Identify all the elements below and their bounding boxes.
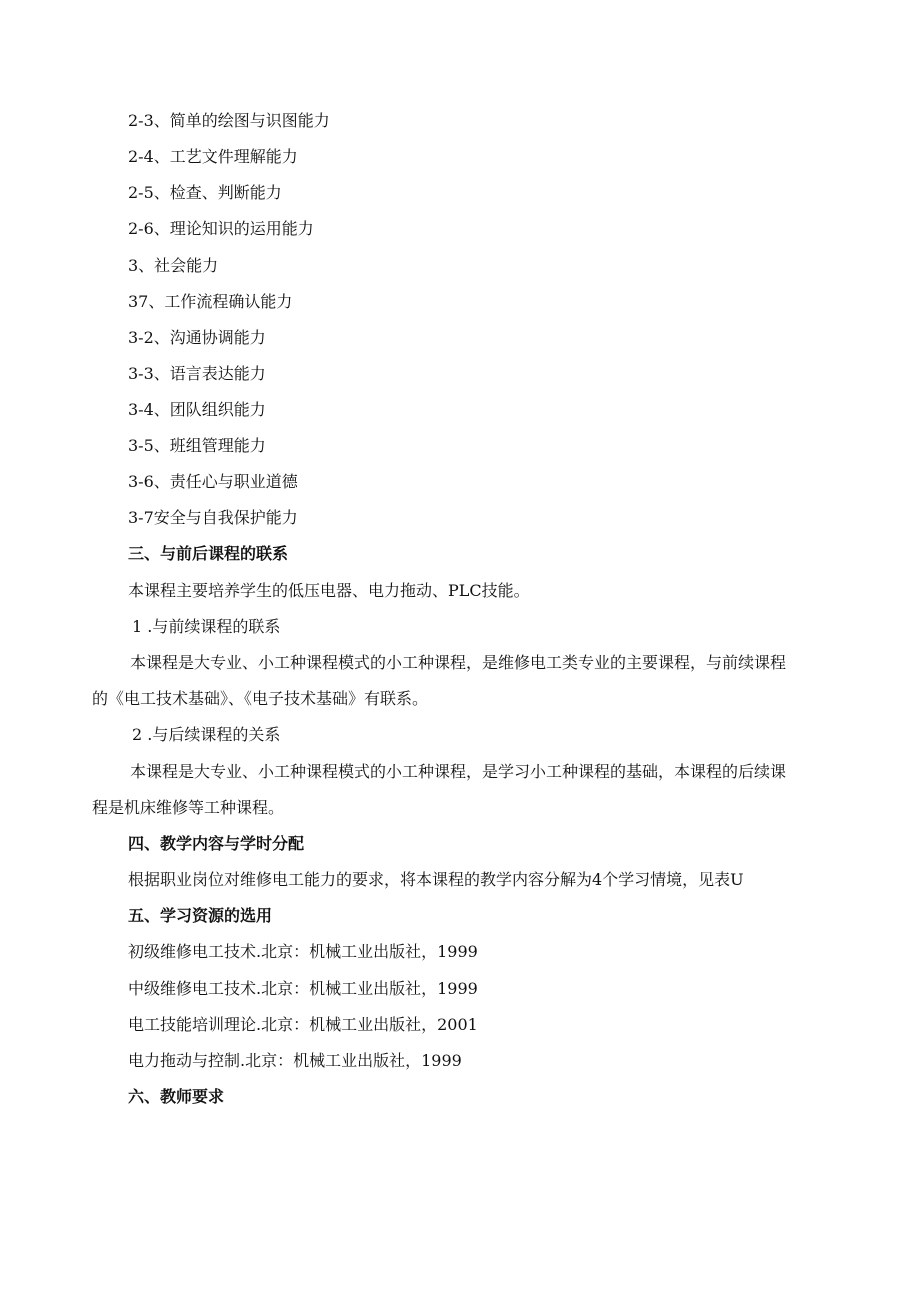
list-item: 3-7安全与自我保护能力 xyxy=(128,508,298,527)
list-item: 2-4、工艺文件理解能力 xyxy=(128,147,298,166)
subheading: 1 .与前续课程的联系 xyxy=(132,617,281,636)
section-heading: 四、教学内容与学时分配 xyxy=(128,834,305,853)
list-item: 电力拖动与控制.北京：机械工业出版社，1999 xyxy=(128,1051,462,1070)
section-heading: 五、学习资源的选用 xyxy=(128,906,273,925)
list-item: 2-5、检查、判断能力 xyxy=(128,183,282,202)
list-item: 3-5、班组管理能力 xyxy=(128,436,266,455)
list-item: 3-4、团队组织能力 xyxy=(128,400,266,419)
paragraph: 的《电工技术基础》、《电子技术基础》有联系。 xyxy=(92,689,429,708)
paragraph: 本课程主要培养学生的低压电器、电力拖动、PLC技能。 xyxy=(128,581,530,600)
list-item: 3、社会能力 xyxy=(128,256,219,275)
list-item: 2-6、理论知识的运用能力 xyxy=(128,219,314,238)
subheading: 2 .与后续课程的关系 xyxy=(132,725,281,744)
list-item: 初级维修电工技术.北京：机械工业出版社，1999 xyxy=(128,942,478,961)
list-item: 电工技能培训理论.北京：机械工业出版社，2001 xyxy=(128,1015,478,1034)
paragraph: 程是机床维修等工种课程。 xyxy=(92,798,285,817)
section-heading: 三、与前后课程的联系 xyxy=(128,544,289,563)
section-heading: 六、教师要求 xyxy=(128,1087,225,1106)
paragraph: 本课程是大专业、小工种课程模式的小工种课程，是学习小工种课程的基础，本课程的后续课 xyxy=(130,762,787,781)
paragraph: 根据职业岗位对维修电工能力的要求，将本课程的教学内容分解为4个学习情境，见表U xyxy=(128,870,744,889)
list-item: 中级维修电工技术.北京：机械工业出版社，1999 xyxy=(128,979,478,998)
list-item: 37、工作流程确认能力 xyxy=(128,292,293,311)
list-item: 3-2、沟通协调能力 xyxy=(128,328,266,347)
list-item: 2-3、简单的绘图与识图能力 xyxy=(128,111,330,130)
list-item: 3-3、语言表达能力 xyxy=(128,364,266,383)
list-item: 3-6、责任心与职业道德 xyxy=(128,472,298,491)
paragraph: 本课程是大专业、小工种课程模式的小工种课程，是维修电工类专业的主要课程，与前续课程 xyxy=(130,653,787,672)
